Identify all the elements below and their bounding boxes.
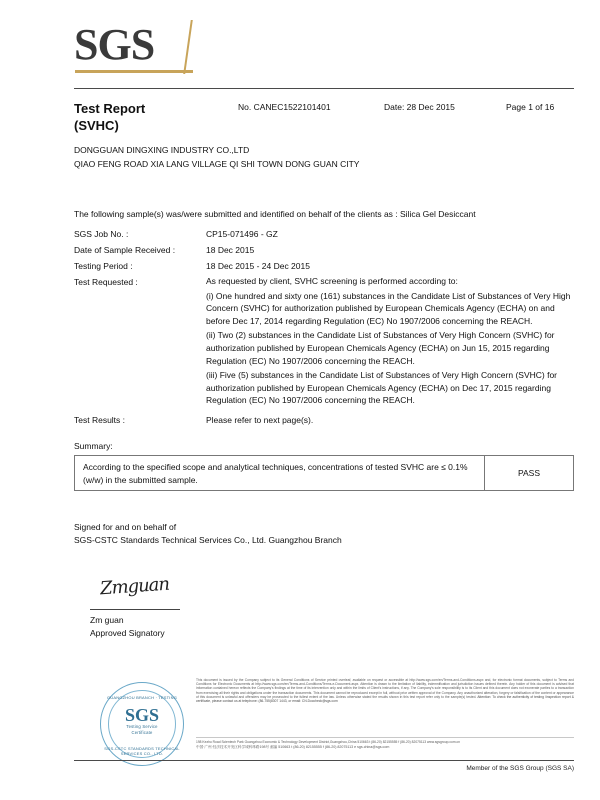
date-received-value: 18 Dec 2015: [206, 245, 255, 255]
field-row: [74, 243, 574, 258]
member-note: Member of the SGS Group (SGS SA): [466, 765, 574, 772]
report-fields: [74, 227, 574, 429]
status-badge: PASS: [517, 468, 541, 478]
stamp-sub-1: Testing Service: [126, 724, 158, 729]
signature-image: Zmguan: [99, 573, 170, 600]
signature-line: [90, 609, 180, 610]
client-name: DONGGUAN DINGXING INDUSTRY CO.,LTD: [74, 145, 250, 155]
company-address: [196, 740, 574, 750]
testing-period-label: Testing Period :: [74, 261, 133, 271]
stamp-core: [118, 706, 166, 736]
client-block: [74, 143, 574, 171]
report-number: No. CANEC1522101401: [238, 102, 331, 112]
page-number: Page 1 of 16: [506, 102, 555, 112]
testing-period-value: 18 Dec 2015 - 24 Dec 2015: [206, 261, 310, 271]
summary-label: Summary:: [74, 441, 113, 451]
signoff-block: [74, 521, 342, 547]
test-requested-para: (ii) Two (2) substances in the Candidate List of Substances of Very High Concern (SVHC) for authorization published by European Chemicals Agency (ECHA) on Jun 15, 2015 regarding Regulation (EC) No 1907/2006 concerning the REACH.: [206, 330, 555, 366]
sgs-logo-underline: [75, 70, 193, 73]
test-results-value: Please refer to next page(s).: [206, 414, 314, 425]
address-en: 198 Kezhu Road Scientech Park Guangzhou Economic & Technology Development District,Guangzhou,China 510663 t (86-20) 82155555 f (86-20) 82075113 www.sgsgroup.com.cn: [196, 740, 460, 744]
signatory-block: [90, 614, 165, 640]
footer-divider: [74, 760, 574, 761]
summary-box: [74, 455, 574, 491]
report-sheet: [28, 0, 572, 800]
page-title: Test Report: [74, 101, 146, 116]
stamp-sub-2: Certificate: [131, 730, 153, 735]
job-no-label: SGS Job No. :: [74, 229, 129, 239]
test-results-label: Test Results :: [74, 414, 126, 425]
test-requested-para: As requested by client, SVHC screening is performed according to:: [206, 276, 458, 286]
client-address: QIAO FENG ROAD XIA LANG VILLAGE QI SHI TOWN DONG GUAN CITY: [74, 159, 360, 169]
sample-identification: The following sample(s) was/were submitted and identified on behalf of the clients as : Silica Gel Desiccant: [74, 209, 476, 219]
address-cn: 中国·广州·经济技术开发区科学城科珠路198号 邮编 510663 t (86-20) 82155555 f (86-20) 82075113 e sgs.china@sgs.com: [196, 745, 390, 750]
sgs-logo: [74, 22, 224, 78]
test-requested-value: [206, 275, 574, 407]
signoff-line-1: Signed for and on behalf of: [74, 522, 177, 532]
test-requested-para: (iii) Five (5) substances in the Candidate List of Substances of Very High Concern (SVHC) for authorization published by European Chemicals Agency (ECHA) on Dec 17, 2015 regarding Regulation (EC) No 1907/2006 concerning the REACH.: [206, 370, 558, 406]
test-requested-row: [74, 275, 574, 407]
header-divider: [74, 88, 574, 89]
signatory-role: Approved Signatory: [90, 628, 165, 638]
page-subtitle: (SVHC): [74, 118, 119, 133]
field-row: [74, 227, 574, 242]
stamp-arc-top: GUANGZHOU BRANCH · TESTING: [106, 695, 178, 700]
field-row: [74, 259, 574, 274]
sgs-logo-text: SGS: [74, 20, 155, 69]
legal-disclaimer: [196, 678, 574, 703]
signatory-name: Zm guan: [90, 615, 124, 625]
job-no-value: CP15-071496 - GZ: [206, 229, 278, 239]
sgs-stamp-seal: [100, 682, 184, 766]
report-date: Date: 28 Dec 2015: [384, 102, 455, 112]
title-row: [74, 100, 574, 134]
test-requested-label: Test Requested :: [74, 277, 138, 287]
test-results-row: [74, 413, 574, 428]
date-received-label: Date of Sample Received :: [74, 245, 176, 255]
legal-body: This document is issued by the Company subject to its General Conditions of Service printed overleaf, available on request or accessible at http://www.sgs.com/en/Terms-and-Conditions.aspx and, for electronic format documents, subject to Terms and Conditions for Electronic Documents at http://www.sgs.com/en/Terms-and-Conditions/Terms-e-Document.aspx. Attention is drawn to the limitation of liability, indemnification and jurisdiction issues defined therein. Any holder of this document is advised that information contained hereon reflects the Company's findings at the time of its intervention only and within the limits of Client's instructions, if any. The Company's sole responsibility is to its Client and this document does not exonerate parties to a transaction from exercising all their rights and obligations under the transaction documents. This document cannot be reproduced except in full, without prior written approval of the Company. Any unauthorized alteration, forgery or falsification of the content or appearance of this document is unlawful and offenders may be prosecuted to the fullest extent of the law. Unless otherwise stated the results shown in this test report refer only to the sample(s) tested.: [196, 678, 574, 699]
stamp-logo-text: SGS: [124, 705, 160, 725]
legal-divider: [196, 737, 574, 738]
signoff-line-2: SGS-CSTC Standards Technical Services Co., Ltd. Guangzhou Branch: [74, 535, 342, 545]
summary-text: According to the specified scope and analytical techniques, concentrations of tested SVHC are ≤ 0.1% (w/w) in the submitted sample.: [75, 456, 485, 490]
stamp-arc-bottom: SGS-CSTC STANDARDS TECHNICAL SERVICES CO., LTD.: [104, 746, 180, 756]
test-requested-para: (i) One hundred and sixty one (161) substances in the Candidate List of Substances of Very High Concern (SVHC) for authorization published by European Chemicals Agency (ECHA) on and before Dec 17, 2014 regarding Regulation (EC) No 1907/2006 concerning the REACH.: [206, 290, 571, 326]
legal-attention: Attention: To check the authenticity of testing /inspection report & certificate, please contact us at telephone: (86-755)8307 1443, or email: CN.Doccheck@sgs.com: [196, 694, 574, 704]
